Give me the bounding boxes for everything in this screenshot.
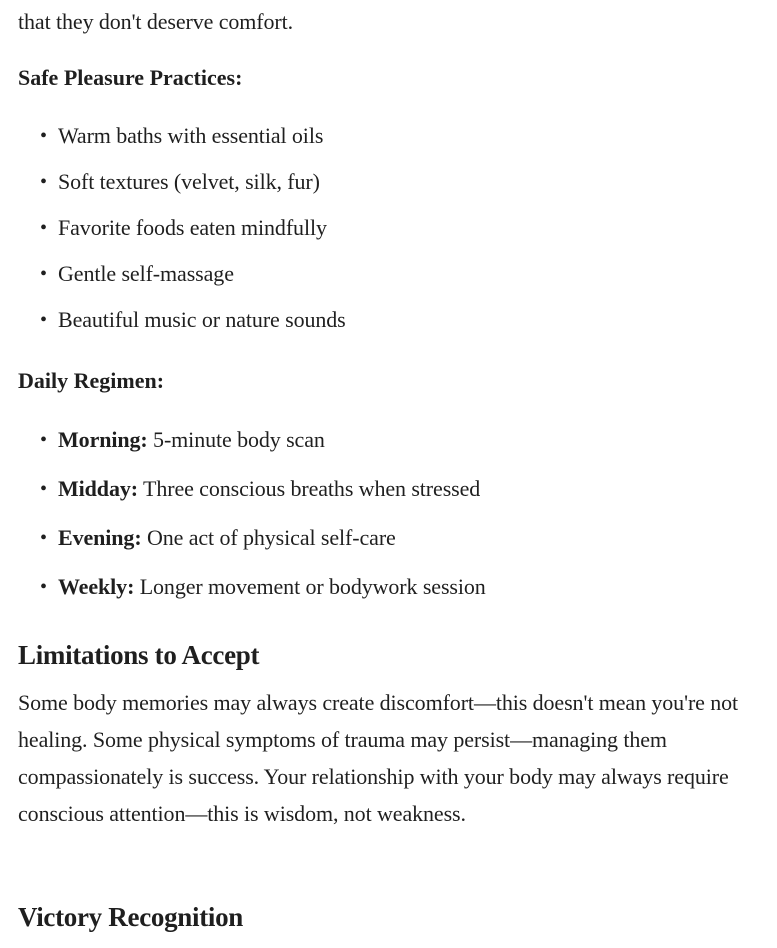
term-label: Midday:: [58, 476, 138, 501]
term-label: Morning:: [58, 427, 148, 452]
list-item: • Midday: Three conscious breaths when stressed: [40, 476, 481, 501]
bullet-icon: •: [40, 309, 47, 331]
victory-heading: Victory Recognition: [18, 902, 243, 932]
bullet-icon: •: [40, 576, 47, 598]
intro-paragraph: that they don't deserve comfort.: [18, 9, 294, 34]
bullet-icon: •: [40, 478, 47, 500]
list-item: • Favorite foods eaten mindfully: [40, 215, 327, 240]
list-item: • Soft textures (velvet, silk, fur): [40, 169, 320, 194]
bullet-icon: •: [40, 429, 47, 451]
list-item: • Evening: One act of physical self-care: [40, 525, 396, 550]
limitations-paragraph: Some body memories may always create discomfort—this doesn't mean you're not healing. Some physical symptoms of trauma may persist—managing them compassionately is success. Your relationship with your body may always require conscious attention—this is wisdom, not weakness.: [18, 690, 739, 826]
list-item: • Weekly: Longer movement or bodywork session: [40, 574, 486, 599]
safe-pleasure-label: Safe Pleasure Practices:: [18, 65, 243, 90]
term-label: Evening:: [58, 525, 142, 550]
daily-regimen-list: [18, 426, 486, 601]
bullet-icon: •: [40, 527, 47, 549]
bullet-icon: •: [40, 217, 47, 239]
bullet-icon: •: [40, 263, 47, 285]
list-item: • Morning: 5-minute body scan: [40, 427, 325, 452]
list-item: • Beautiful music or nature sounds: [40, 307, 346, 332]
term-label: Weekly:: [58, 574, 135, 599]
limitations-heading: Limitations to Accept: [18, 640, 260, 670]
list-item: • Warm baths with essential oils: [40, 123, 324, 148]
safe-pleasure-list: [18, 122, 346, 334]
bullet-icon: •: [40, 171, 47, 193]
list-item: • Gentle self-massage: [40, 261, 234, 286]
daily-regimen-label: Daily Regimen:: [18, 368, 165, 393]
bullet-icon: •: [40, 125, 47, 147]
